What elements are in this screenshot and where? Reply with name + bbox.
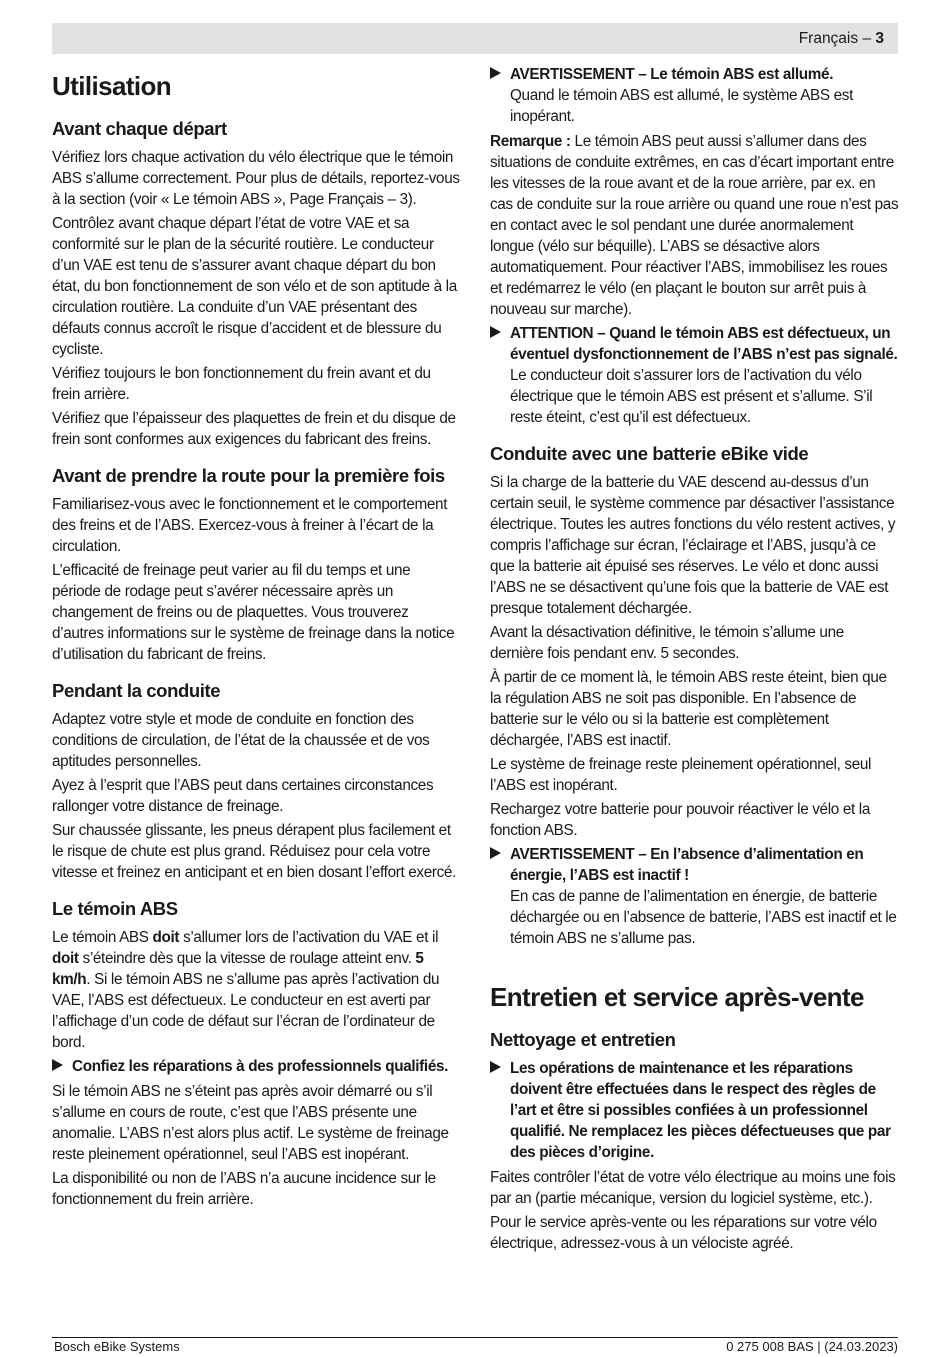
section-title-entretien: Entretien et service après-vente	[490, 982, 864, 1012]
remark-text: Le témoin ABS peut aussi s’allumer dans des situations de conduite extrêmes, en cas d’écart important entre les vitesses de la roue avant et de la roue arrière, par ex. en cas de conduite sur la roue arrière ou quand une roue n’est pas en contact avec le sol pendant une durée anormalement longue (vélo sur béquille). L’ABS se désactive alors automatiquement. Pour réactiver l’ABS, immobilisez les roues et redémarrez le vélo (en plaçant le bouton sur arrêt puis à nouveau sur marche).	[490, 133, 899, 318]
instruction-text: Les opérations de maintenance et les réparations doivent être effectuées dans le respect des règles de l’art et être si possibles confiées à un professionnel qualifié. Ne remplacez les pièces défectueuses que par des pièces d’origine.	[510, 1060, 891, 1161]
paragraph: Sur chaussée glissante, les pneus dérapent plus facilement et le risque de chute est plus grand. Réduisez pour cela votre vitesse et freinez en anticipant et en bien dosant l’effort exercé.	[52, 822, 456, 881]
warning-text: En cas de panne de l’alimentation en énergie, de batterie déchargée ou en l’absence de batterie, l’ABS est inactif et le témoin ABS ne s’allume pas.	[510, 888, 897, 947]
right-column	[490, 64, 900, 1257]
paragraph: Vérifiez lors chaque activation du vélo électrique que le témoin ABS s’allume correctement. Pour plus de détails, reportez-vous à la section (voir « Le témoin ABS », Page Français – 3).	[52, 149, 460, 208]
warning-item	[490, 64, 900, 127]
paragraph: L’efficacité de freinage peut varier au fil du temps et une période de rodage peut s’avérer nécessaire après un changement de freins ou de plaquettes. Vous trouverez d’autres informations sur le système de freinage dans la notice d’utilisation du fabricant de freins.	[52, 562, 455, 663]
paragraph: Le système de freinage reste pleinement opérationnel, seul l’ABS est inopérant.	[490, 756, 872, 794]
bold-run: doit	[52, 950, 79, 967]
paragraph: Adaptez votre style et mode de conduite en fonction des conditions de circulation, de l’état de la chaussée et de vos aptitudes personnelles.	[52, 711, 430, 770]
header-language: Français	[798, 30, 859, 47]
paragraph: Ayez à l’esprit que l’ABS peut dans certaines circonstances rallonger votre distance de freinage.	[52, 777, 434, 815]
heading-pendant-la-conduite: Pendant la conduite	[52, 680, 221, 701]
heading-avant-chaque-depart: Avant chaque départ	[52, 118, 227, 139]
paragraph: À partir de ce moment là, le témoin ABS reste éteint, bien que la régulation ABS ne soit pas disponible. En l’absence de batterie sur le vélo ou si la batterie est complètement déchargée, l’ABS est inactif.	[490, 669, 887, 749]
instruction-text: Confiez les réparations à des professionnels qualifiés.	[72, 1058, 449, 1075]
triangle-bullet-icon	[490, 326, 501, 338]
triangle-bullet-icon	[52, 1059, 63, 1071]
page-header	[52, 23, 898, 54]
instruction-item	[490, 1058, 900, 1163]
paragraph: La disponibilité ou non de l’ABS n’a aucune incidence sur le fonctionnement du frein arrière.	[52, 1170, 436, 1208]
heading-batterie-vide: Conduite avec une batterie eBike vide	[490, 443, 809, 464]
text-run: s’allumer lors de l’activation du VAE et il	[179, 929, 439, 946]
footer-doc-reference: 0 275 008 BAS | (24.03.2023)	[726, 1339, 898, 1354]
remark-label: Remarque :	[490, 133, 571, 150]
paragraph: Rechargez votre batterie pour pouvoir réactiver le vélo et la fonction ABS.	[490, 801, 870, 839]
warning-title: AVERTISSEMENT – En l’absence d’alimentation en énergie, l’ABS est inactif !	[510, 846, 864, 884]
paragraph	[52, 927, 462, 1053]
footer-brand: Bosch eBike Systems	[54, 1339, 180, 1354]
paragraph: Si le témoin ABS ne s’éteint pas après avoir démarré ou s’il s’allume en cours de route, c’est que l’ABS présente une anomalie. L’ABS n’est alors plus actif. Le système de freinage reste pleinement opérationnel, seul l’ABS est inopérant.	[52, 1083, 449, 1163]
triangle-bullet-icon	[490, 1061, 501, 1073]
paragraph: Avant la désactivation définitive, le témoin s’allume une dernière fois pendant env. 5 secondes.	[490, 624, 844, 662]
paragraph: Faites contrôler l’état de votre vélo électrique au moins une fois par an (partie mécanique, version du logiciel système, etc.).	[490, 1169, 896, 1207]
heading-premiere-fois: Avant de prendre la route pour la première fois	[52, 465, 445, 486]
paragraph: Vérifiez que l’épaisseur des plaquettes de frein et du disque de frein sont conformes aux exigences du fabricant des freins.	[52, 410, 456, 448]
paragraph: Pour le service après-vente ou les réparations sur votre vélo électrique, adressez-vous à un vélociste agréé.	[490, 1214, 877, 1252]
warning-text: Le conducteur doit s’assurer lors de l’activation du vélo électrique que le témoin ABS est présent et s’allume. S’il reste éteint, c’est qu’il est défectueux.	[510, 367, 873, 426]
paragraph: Vérifiez toujours le bon fonctionnement du frein avant et du frein arrière.	[52, 365, 431, 403]
warning-text: Quand le témoin ABS est allumé, le système ABS est inopérant.	[510, 87, 854, 125]
text-run: s’éteindre dès que la vitesse de roulage atteint env.	[78, 950, 416, 967]
page-number: 3	[875, 30, 884, 47]
bold-run: 5 km/h	[52, 950, 424, 988]
heading-le-temoin-abs: Le témoin ABS	[52, 898, 178, 919]
paragraph: Familiarisez-vous avec le fonctionnement et le comportement des freins et de l’ABS. Exercez-vous à freiner à l’écart de la circulation.	[52, 496, 448, 555]
warning-item	[490, 844, 900, 949]
instruction-item	[52, 1056, 462, 1077]
left-column	[52, 64, 462, 1213]
header-separator: –	[862, 30, 872, 47]
paragraph: Contrôlez avant chaque départ l’état de votre VAE et sa conformité sur le plan de la sécurité routière. Le conducteur d’un VAE est tenu de s’assurer avant chaque départ du bon état, du bon fonctionnement de son vélo et de son aptitude à la circulation routière. La conduite d’un VAE présentant des défauts connus accroît le risque d’accident et de blessure du cycliste.	[52, 215, 457, 358]
section-title-utilisation: Utilisation	[52, 71, 172, 101]
text-run: . Si le témoin ABS ne s’allume pas après l’activation du VAE, l’ABS est défectueux. Le conducteur en est averti par l’affichage d’un code de défaut sur l’écran de l’ordinateur de bord.	[52, 971, 440, 1051]
triangle-bullet-icon	[490, 67, 501, 79]
heading-nettoyage: Nettoyage et entretien	[490, 1029, 676, 1050]
bold-run: doit	[152, 929, 180, 946]
page-label	[799, 30, 884, 48]
warning-title: ATTENTION – Quand le témoin ABS est défectueux, un éventuel dysfonctionnement de l’ABS n’est pas signalé.	[510, 325, 898, 363]
warning-title: AVERTISSEMENT – Le témoin ABS est allumé.	[510, 66, 834, 83]
triangle-bullet-icon	[490, 847, 501, 859]
remark-paragraph	[490, 131, 900, 320]
paragraph: Si la charge de la batterie du VAE descend au-dessus d’un certain seuil, le système commence par désactiver l’assistance électrique. Toutes les autres fonctions du vélo restent actives, y compris l’affichage sur écran, l’éclairage et l’ABS, jusqu’à ce que la batterie ait épuisé ses réserves. Le vélo et donc aussi l’ABS ne se désactivent qu’une fois que la batterie de VAE est presque totalement déchargée.	[490, 474, 896, 617]
warning-item	[490, 323, 900, 428]
text-run: Le témoin ABS	[52, 929, 153, 946]
